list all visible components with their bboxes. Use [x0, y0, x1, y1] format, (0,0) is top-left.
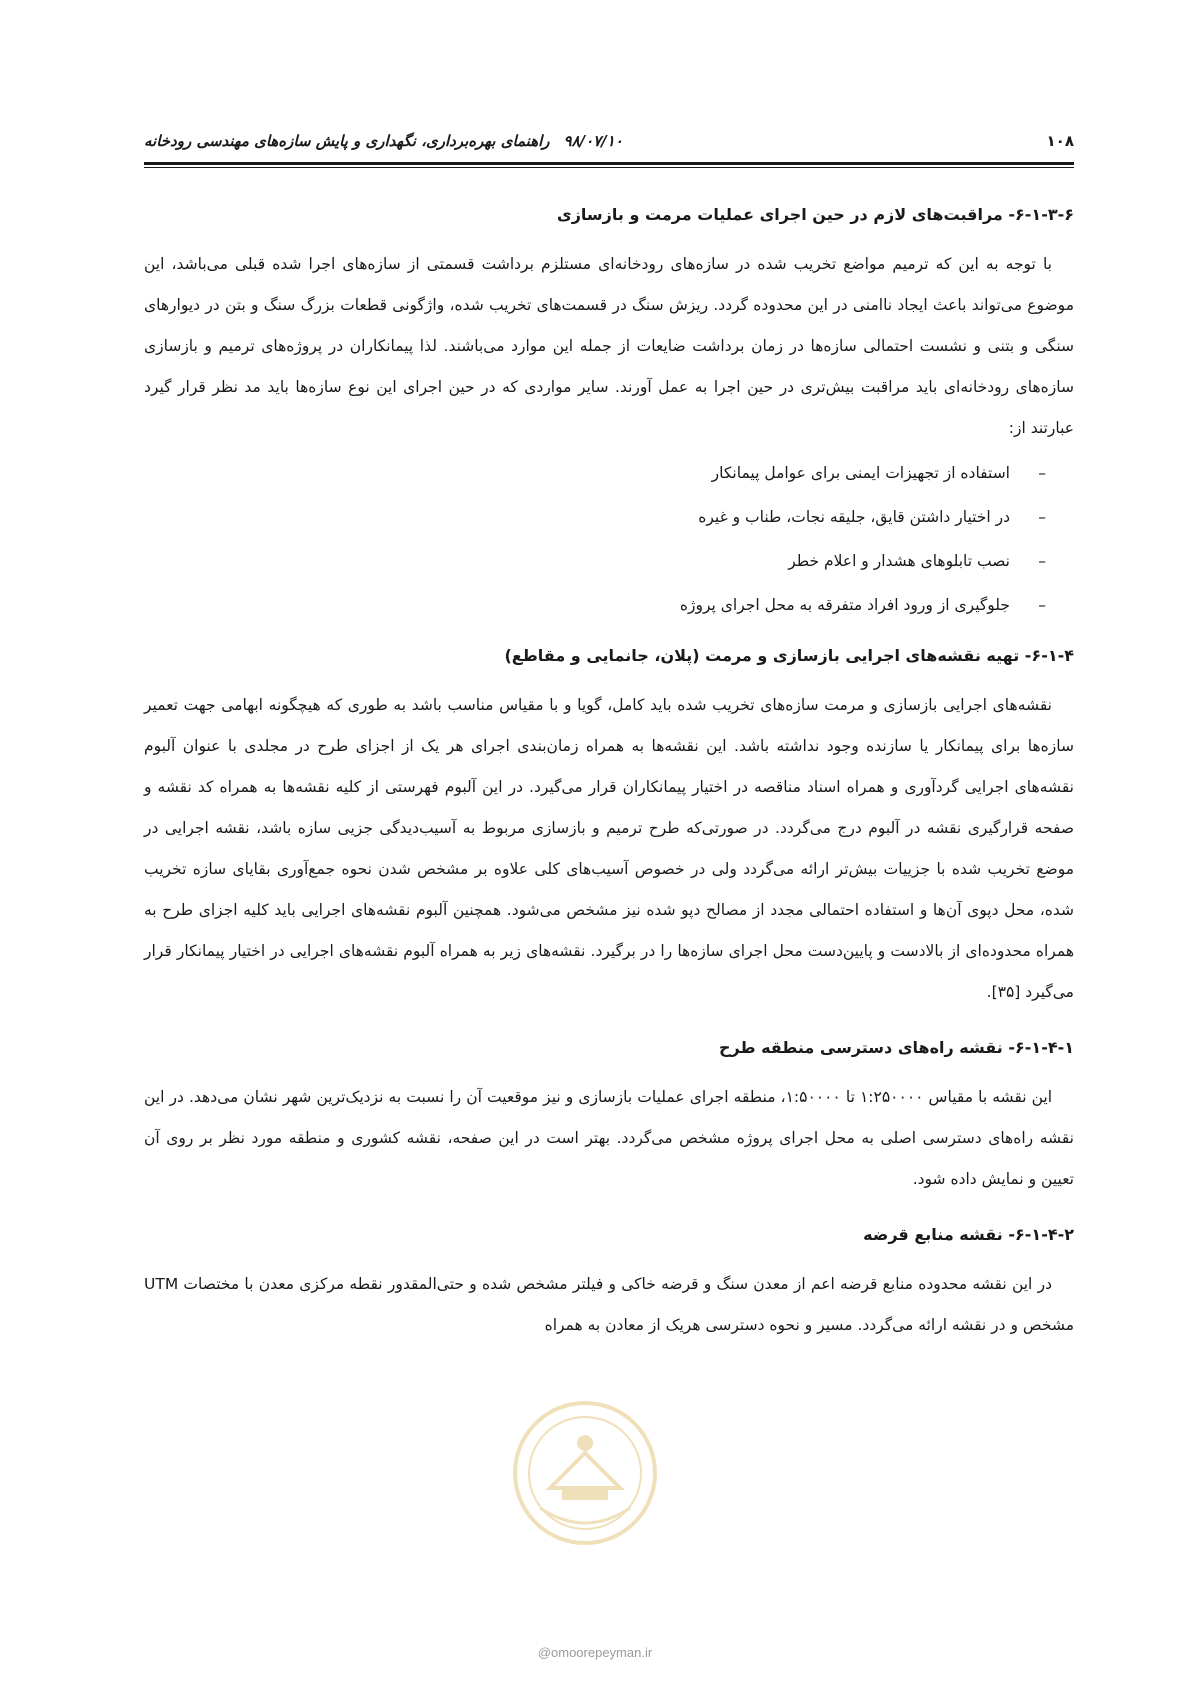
page-number: ۱۰۸ [1046, 132, 1074, 150]
section-paragraph-6-1-4-1: این نقشه با مقیاس ۱:۲۵۰۰۰۰ تا ۱:۵۰۰۰۰، منطقه اجرای عملیات بازسازی و نیز موقعیت آن را نسبت به نزدیک‌ترین شهر نشان می‌دهد. در این نقشه راه‌های دسترسی اصلی به محل اجرای پروژه مشخص می‌گردد. بهتر است در این صفحه، نقشه کشوری و منطقه مورد نظر بر روی آن تعیین و نمایش داده شود. [144, 1088, 1074, 1188]
bullet-dash: – [1038, 552, 1046, 570]
list-item [144, 495, 1046, 539]
list-item-text: نصب تابلوهای هشدار و اعلام خطر [788, 552, 1010, 570]
header-title: راهنمای بهره‌برداری، نگهداری و پایش سازه‌های مهندسی رودخانه [144, 132, 550, 150]
section-paragraph-6-1-3-6: با توجه به این که ترمیم مواضع تخریب شده در سازه‌های رودخانه‌ای مستلزم برداشت قسمتی از سازه‌های اجرا شده قبلی می‌باشد، این موضوع می‌تواند باعث ایجاد ناامنی در این محدوده گردد. ریزش سنگ در قسمت‌های تخریب شده، واژگونی قطعات بزرگ سنگ و بتن در دیوارهای سنگی و بتنی و نشست احتمالی سازه‌ها در زمان برداشت ضایعات از جمله این موارد می‌باشند. لذا پیمانکاران در پروژه‌های ترمیم و بازسازی سازه‌های رودخانه‌ای باید مراقبت بیش‌تری در حین اجرا به عمل آورند. سایر مواردی که در حین اجرای این نوع سازه‌ها باید مد نظر قرار گیرد عبارتند از: [144, 255, 1074, 437]
list-item-text: در اختیار داشتن قایق، جلیقه نجات، طناب و غیره [698, 508, 1010, 526]
book-title [144, 132, 623, 150]
page-content [144, 200, 1074, 1346]
list-item-text: جلوگیری از ورود افراد متفرقه به محل اجرای پروژه [679, 596, 1010, 614]
bullet-dash: – [1038, 508, 1046, 526]
list-item [144, 451, 1046, 495]
section-heading-6-1-3-6: ۶-۱-۳-۶- مراقبت‌های لازم در حین اجرای عملیات مرمت و بازسازی [557, 205, 1074, 224]
list-item-text: استفاده از تجهیزات ایمنی برای عوامل پیمانکار [711, 464, 1010, 482]
section-heading-6-1-4-2: ۶-۱-۴-۲- نقشه منابع قرضه [863, 1225, 1074, 1244]
bullet-dash: – [1038, 596, 1046, 614]
section-heading-6-1-4: ۶-۱-۴- تهیه نقشه‌های اجرایی بازسازی و مرمت (پلان، جانمایی و مقاطع) [504, 646, 1074, 665]
section-paragraph-6-1-4-2: در این نقشه محدوده منابع قرضه اعم از معدن سنگ و قرضه خاکی و فیلتر مشخص شده و حتی‌المقدور نقطه مرکزی معدن با مختصات UTM مشخص و در نقشه ارائه می‌گردد. مسیر و نحوه دسترسی هریک از معادن به همراه [144, 1275, 1074, 1334]
section-paragraph-6-1-4: نقشه‌های اجرایی بازسازی و مرمت سازه‌های تخریب شده باید کامل، گویا و با مقیاس مناسب باشد به طوری که هیچگونه ابهامی جهت تعمیر سازه‌ها برای پیمانکار یا سازنده وجود نداشته باشد. این نقشه‌ها به همراه زمان‌بندی اجرای هر یک از اجزای طرح در مجلدی با عنوان آلبوم نقشه‌های اجرایی گردآوری و همراه اسناد مناقصه در اختیار پیمانکاران قرار می‌گیرد. در این آلبوم فهرستی از کلیه نقشه‌ها به همراه کد نقشه و صفحه قرارگیری نقشه در آلبوم درج می‌گردد. در صورتی‌که طرح ترمیم و بازسازی مربوط به آسیب‌دیدگی جزیی سازه باشد، نقشه اجرایی در موضع تخریب شده با جزییات بیش‌تر ارائه می‌گردد ولی در خصوص آسیب‌های کلی علاوه بر مشخص شدن نحوه جمع‌آوری بقایای سازه تخریب شده، محل دپوی آن‌ها و استفاده احتمالی مجدد از مصالح دپو شده نیز مشخص می‌شود. همچنین آلبوم نقشه‌های اجرایی باید کلیه اجزای طرح به همراه محدوده‌ای از بالادست و پایین‌دست محل اجرای سازه‌ها را در برگیرد. نقشه‌های زیر به همراه آلبوم نقشه‌های اجرایی در اختیار پیمانکار قرار می‌گیرد [۳۵]. [144, 696, 1074, 1001]
section-heading-6-1-4-1: ۶-۱-۴-۱- نقشه راه‌های دسترسی منطقه طرح [718, 1038, 1074, 1057]
list-item [144, 583, 1046, 627]
header-date: ۹۸/۰۷/۱۰ [563, 132, 623, 150]
header-rule [144, 167, 1074, 168]
watermark-seal-icon [510, 1398, 660, 1548]
list-item [144, 539, 1046, 583]
precautions-list [144, 451, 1074, 627]
running-header [144, 128, 1074, 165]
bullet-dash: – [1038, 464, 1046, 482]
watermark-url: @omoorepeyman.ir [537, 1645, 653, 1660]
